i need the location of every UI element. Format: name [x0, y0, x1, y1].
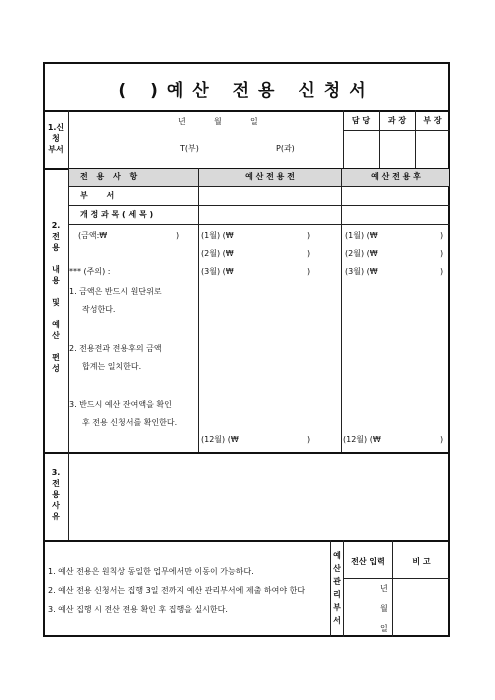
divider-title — [43, 110, 450, 112]
before-month-1: (1월) (₩ — [201, 231, 234, 240]
before-month-2: (2월) (₩ — [201, 249, 234, 258]
rule-2: 2. 예산 전용 신청서는 집행 3일 전까지 예산 관리부서에 제출 하여야 한다 — [48, 586, 306, 595]
divider-section2 — [43, 452, 450, 454]
row-dept-label: 부 서 — [80, 191, 123, 200]
header-transfer-items: 전 용 사 항 — [80, 172, 141, 181]
divider-col-header — [68, 186, 450, 187]
before-month-3: (3월) (₩ — [201, 267, 234, 276]
after-month-2-close: ) — [440, 249, 444, 258]
approval-director-label: 부 장 — [423, 116, 442, 125]
system-input-label: 전산 입력 — [351, 557, 385, 566]
approval-staff-label: 담 당 — [351, 116, 371, 125]
note-1-line1: 1. 금액은 반드시 원단위로 — [69, 287, 162, 296]
date-month-label: 월 — [214, 117, 222, 126]
form-title: ( )예산 전용 신청서 — [118, 81, 375, 101]
divider-before-col — [198, 168, 199, 452]
row-account-item-label: 개 정 과 목 ( 세 목 ) — [80, 210, 154, 219]
divider-after-col — [341, 168, 342, 452]
divider-remarks-col — [392, 540, 393, 637]
after-month-3: (3월) (₩ — [345, 267, 378, 276]
header-before-transfer: 예 산 전 용 전 — [245, 172, 295, 181]
phone-dept-label: P(과) — [276, 144, 295, 153]
header-after-transfer: 예 산 전 용 후 — [371, 172, 421, 181]
section1-label: 1.신 청 부서 — [47, 123, 65, 154]
divider-input-header — [343, 578, 450, 579]
after-month-3-close: ) — [440, 267, 444, 276]
divider-approval-header — [343, 130, 450, 131]
note-1-line2: 작성한다. — [82, 305, 116, 314]
after-month-12: (12월) (₩ — [343, 435, 381, 444]
divider-label-col-3 — [68, 452, 69, 540]
divider-row-dept — [68, 205, 450, 206]
date-year-label: 년 — [178, 117, 186, 126]
after-month-12-close: ) — [440, 435, 444, 444]
notes-title: *** (주의) : — [69, 267, 111, 276]
footer-year-label: 년 — [380, 584, 388, 593]
after-month-1-close: ) — [440, 231, 444, 240]
before-month-3-close: ) — [307, 267, 311, 276]
section3-label: 3. 전 용 사 유 — [51, 468, 61, 521]
before-month-1-close: ) — [307, 231, 311, 240]
after-month-2: (2월) (₩ — [345, 249, 378, 258]
budget-mgmt-dept-label: 예 산 관 리 부 서 — [333, 551, 341, 625]
footer-month-label: 월 — [380, 604, 388, 613]
date-day-label: 일 — [250, 117, 258, 126]
rule-1: 1. 예산 전용은 원칙상 동일한 업무에서만 이동이 가능하다. — [48, 567, 254, 576]
note-3-line2: 후 전용 신청서를 확인한다. — [82, 418, 178, 427]
note-3-line1: 3. 반드시 예산 잔여액을 확인 — [69, 400, 172, 409]
amount-close: ) — [176, 231, 180, 240]
note-2-line1: 2. 전용전과 전용후의 금액 — [69, 344, 162, 353]
approval-section-chief-label: 과 장 — [387, 116, 407, 125]
remarks-label: 비 고 — [412, 557, 431, 566]
amount-label: (금액:₩ — [78, 231, 108, 240]
divider-row-item — [68, 224, 450, 225]
footer-day-label: 일 — [380, 624, 388, 633]
note-2-line2: 합계는 일치한다. — [82, 362, 142, 371]
divider-input-col — [343, 540, 344, 637]
divider-section3 — [43, 540, 450, 542]
rule-3: 3. 예산 집행 시 전산 전용 확인 후 집행을 실시한다. — [48, 605, 228, 614]
before-month-12: (12월) (₩ — [201, 435, 239, 444]
phone-internal-label: T(부) — [180, 144, 199, 153]
section2-label: 2. 전 용 내 용 및 예 산 편 성 — [51, 221, 61, 373]
before-month-12-close: ) — [307, 435, 311, 444]
after-month-1: (1월) (₩ — [345, 231, 378, 240]
before-month-2-close: ) — [307, 249, 311, 258]
